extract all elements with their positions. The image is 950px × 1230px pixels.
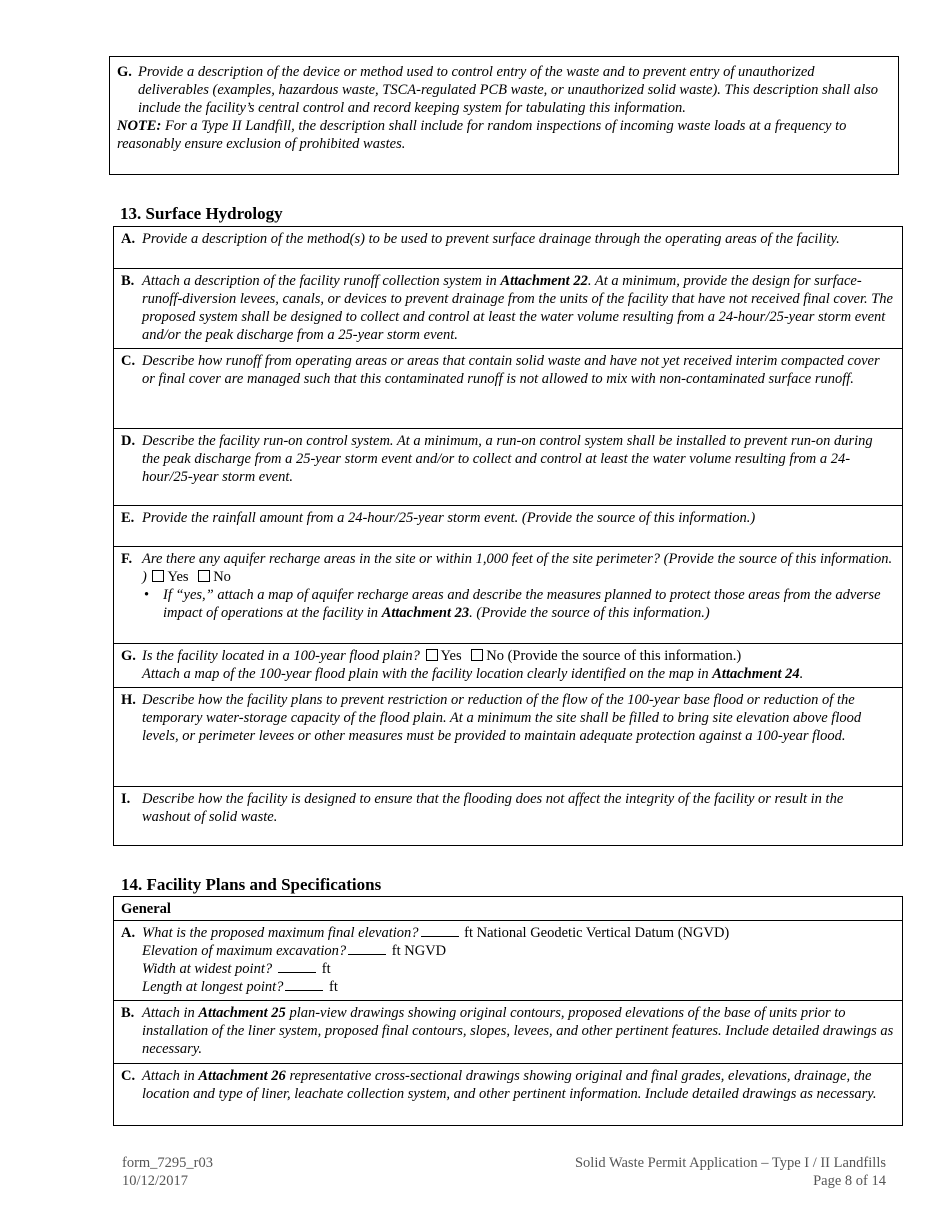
item-13d xyxy=(114,429,902,506)
text-span: representative cross-sectional drawings showing original and final grades, elevations, drainage, the location and type of liner, leachate collection system, and other pertinent information. Include detailed drawings as necessary. xyxy=(142,1068,877,1102)
item-13f-text xyxy=(142,550,894,586)
item-label: G. xyxy=(117,64,132,80)
attachment-ref: Attachment 22 xyxy=(500,273,588,289)
item-13g-line2 xyxy=(142,665,894,683)
no-checkbox[interactable] xyxy=(471,649,483,661)
no-label: No xyxy=(486,648,504,664)
item-label: G. xyxy=(121,648,136,664)
question-text: Width at widest point? xyxy=(142,961,273,977)
width-field[interactable] xyxy=(278,960,316,973)
max-elevation-line xyxy=(142,924,894,942)
item-label: I. xyxy=(121,791,131,807)
max-excavation-field[interactable] xyxy=(348,942,386,955)
yes-checkbox[interactable] xyxy=(152,570,164,582)
question-text: Are there any aquifer recharge areas in the site or within 1,000 feet of the site perimeter? (Provide the source of this information. ) xyxy=(142,551,893,585)
text-span: plan-view drawings showing original contours, proposed elevations of the base of units prior to installation of the liner system, proposed final contours, slopes, levees, and other pertinent features. Include detailed drawings as necessary. xyxy=(142,1005,894,1057)
item-label: C. xyxy=(121,1068,136,1084)
yes-label: Yes xyxy=(440,648,462,664)
text-span: . At a minimum, provide the design for surface-runoff-diversion levees, canals, or devices to prevent drainage from the units of the facility that have not received final cover. The proposed system shall be designed to collect and control at least the water volume resulting from a 24-hour/25-year storm event and/or the peak discharge from a 25-year storm event. xyxy=(142,273,893,343)
item-13e-text: Provide the rainfall amount from a 24-hour/25-year storm event. (Provide the source of this information.) xyxy=(142,510,756,526)
section-14-heading: 14. Facility Plans and Specifications xyxy=(121,875,382,894)
item-13c-text: Describe how runoff from operating areas or areas that contain solid waste and have not yet received interim compacted cover or final cover are managed such that this contaminated runoff is not allowed to mix with non-contaminated surface runoff. xyxy=(142,353,880,387)
unit-label: ft xyxy=(321,961,331,977)
section-12g-box xyxy=(109,56,899,175)
item-14a xyxy=(114,921,902,1001)
unit-label: ft National Geodetic Vertical Datum (NGVD) xyxy=(464,925,730,941)
item-label: A. xyxy=(121,925,136,941)
attachment-ref: Attachment 26 xyxy=(198,1068,286,1084)
item-13b-text xyxy=(142,272,894,344)
general-header xyxy=(114,897,902,921)
item-label: H. xyxy=(121,692,136,708)
attachment-ref: Attachment 23 xyxy=(381,605,470,621)
item-13g xyxy=(114,644,902,688)
item-13e xyxy=(114,506,902,547)
question-text: Is the facility located in a 100-year flood plain? xyxy=(142,648,420,664)
item-label: D. xyxy=(121,433,136,449)
section-14-table xyxy=(113,896,903,1126)
item-label: E. xyxy=(121,510,135,526)
item-label: B. xyxy=(121,273,135,289)
text-span: Attach a map of the 100-year flood plain with the facility location clearly identified on the map in xyxy=(142,666,713,682)
item-13g-line1 xyxy=(142,647,894,665)
text-span: . xyxy=(799,666,804,682)
question-text: Length at longest point? xyxy=(142,979,284,995)
text-span: Attach in xyxy=(142,1068,199,1084)
text-span: Attach in xyxy=(142,1005,199,1021)
attachment-ref: Attachment 24 xyxy=(712,666,800,682)
item-label: F. xyxy=(121,551,133,567)
length-field[interactable] xyxy=(285,978,323,991)
item-14c xyxy=(114,1064,902,1125)
no-label: No xyxy=(213,569,231,585)
unit-label: ft xyxy=(329,979,338,995)
item-13a xyxy=(114,227,902,269)
footer-right xyxy=(575,1154,886,1190)
item-13d-text: Describe the facility run-on control system. At a minimum, a run-on control system shall be installed to prevent run-on during the peak discharge from a 25-year storm event and/or to collect and control at least the water volume resulting from a 24-hour/25-year storm event. xyxy=(142,433,873,485)
item-13h xyxy=(114,688,902,787)
footer-left xyxy=(122,1154,213,1190)
item-13a-text: Provide a description of the method(s) to be used to prevent surface drainage through the operating areas of the facility. xyxy=(142,231,840,247)
general-label: General xyxy=(121,901,171,917)
section-13-heading: 13. Surface Hydrology xyxy=(120,204,283,223)
form-title: Solid Waste Permit Application – Type I / II Landfills xyxy=(574,1155,886,1171)
item-13i xyxy=(114,787,902,845)
form-date: 10/12/2017 xyxy=(122,1173,189,1189)
item-14c-text xyxy=(142,1067,894,1103)
item-label: B. xyxy=(121,1005,135,1021)
length-line xyxy=(142,978,894,996)
item-label: C. xyxy=(121,353,136,369)
note-label: NOTE: xyxy=(117,118,162,134)
item-13c xyxy=(114,349,902,429)
question-text: Elevation of maximum excavation? xyxy=(142,943,347,959)
form-id: form_7295_r03 xyxy=(122,1155,214,1171)
source-note: (Provide the source of this information.) xyxy=(507,648,742,664)
unit-label: ft NGVD xyxy=(391,943,447,959)
note-text: For a Type II Landfill, the description shall include for random inspections of incoming waste loads at a frequency to reasonably ensure exclusion of prohibited wastes. xyxy=(117,118,847,152)
item-12g-text: Provide a description of the device or method used to control entry of the waste and to prevent entry of unauthorized deliverables (examples, hazardous waste, TSCA-regulated PCB waste, or unauthorized solid waste). This description shall also include the facility’s central control and record keeping system for tabulating this information. xyxy=(138,64,879,116)
question-text: What is the proposed maximum final elevation? xyxy=(142,925,419,941)
item-label: A. xyxy=(121,231,136,247)
yes-label: Yes xyxy=(167,569,189,585)
bullet-item xyxy=(142,586,894,622)
item-13i-text: Describe how the facility is designed to ensure that the flooding does not affect the integrity of the facility or result in the washout of solid waste. xyxy=(142,791,844,825)
note-paragraph xyxy=(117,117,888,153)
width-line xyxy=(142,960,894,978)
item-14b xyxy=(114,1001,902,1064)
item-13b xyxy=(114,269,902,349)
no-checkbox[interactable] xyxy=(198,570,210,582)
section-13-table xyxy=(113,226,903,846)
max-elevation-field[interactable] xyxy=(421,924,459,937)
item-14b-text xyxy=(142,1004,894,1058)
yes-checkbox[interactable] xyxy=(426,649,438,661)
text-span: . (Provide the source of this information.) xyxy=(469,605,710,621)
text-span: Attach a description of the facility runoff collection system in xyxy=(142,273,501,289)
attachment-ref: Attachment 25 xyxy=(198,1005,286,1021)
max-excavation-line xyxy=(142,942,894,960)
page-number: Page 8 of 14 xyxy=(813,1173,886,1189)
text-span: If “yes,” attach a map of aquifer recharge areas and describe the measures planned to protect those areas from the adverse impact of operations at the facility in xyxy=(163,587,881,621)
item-13h-text: Describe how the facility plans to prevent restriction or reduction of the flow of the 100-year base flood or reduction of the temporary water-storage capacity of the flood plain. At a minimum the site shall be filled to bring site elevation above flood levels, or perimeter levees or other measures must be provided to maintain adequate protection against a 100-year flood. xyxy=(142,692,862,744)
item-13f xyxy=(114,547,902,644)
